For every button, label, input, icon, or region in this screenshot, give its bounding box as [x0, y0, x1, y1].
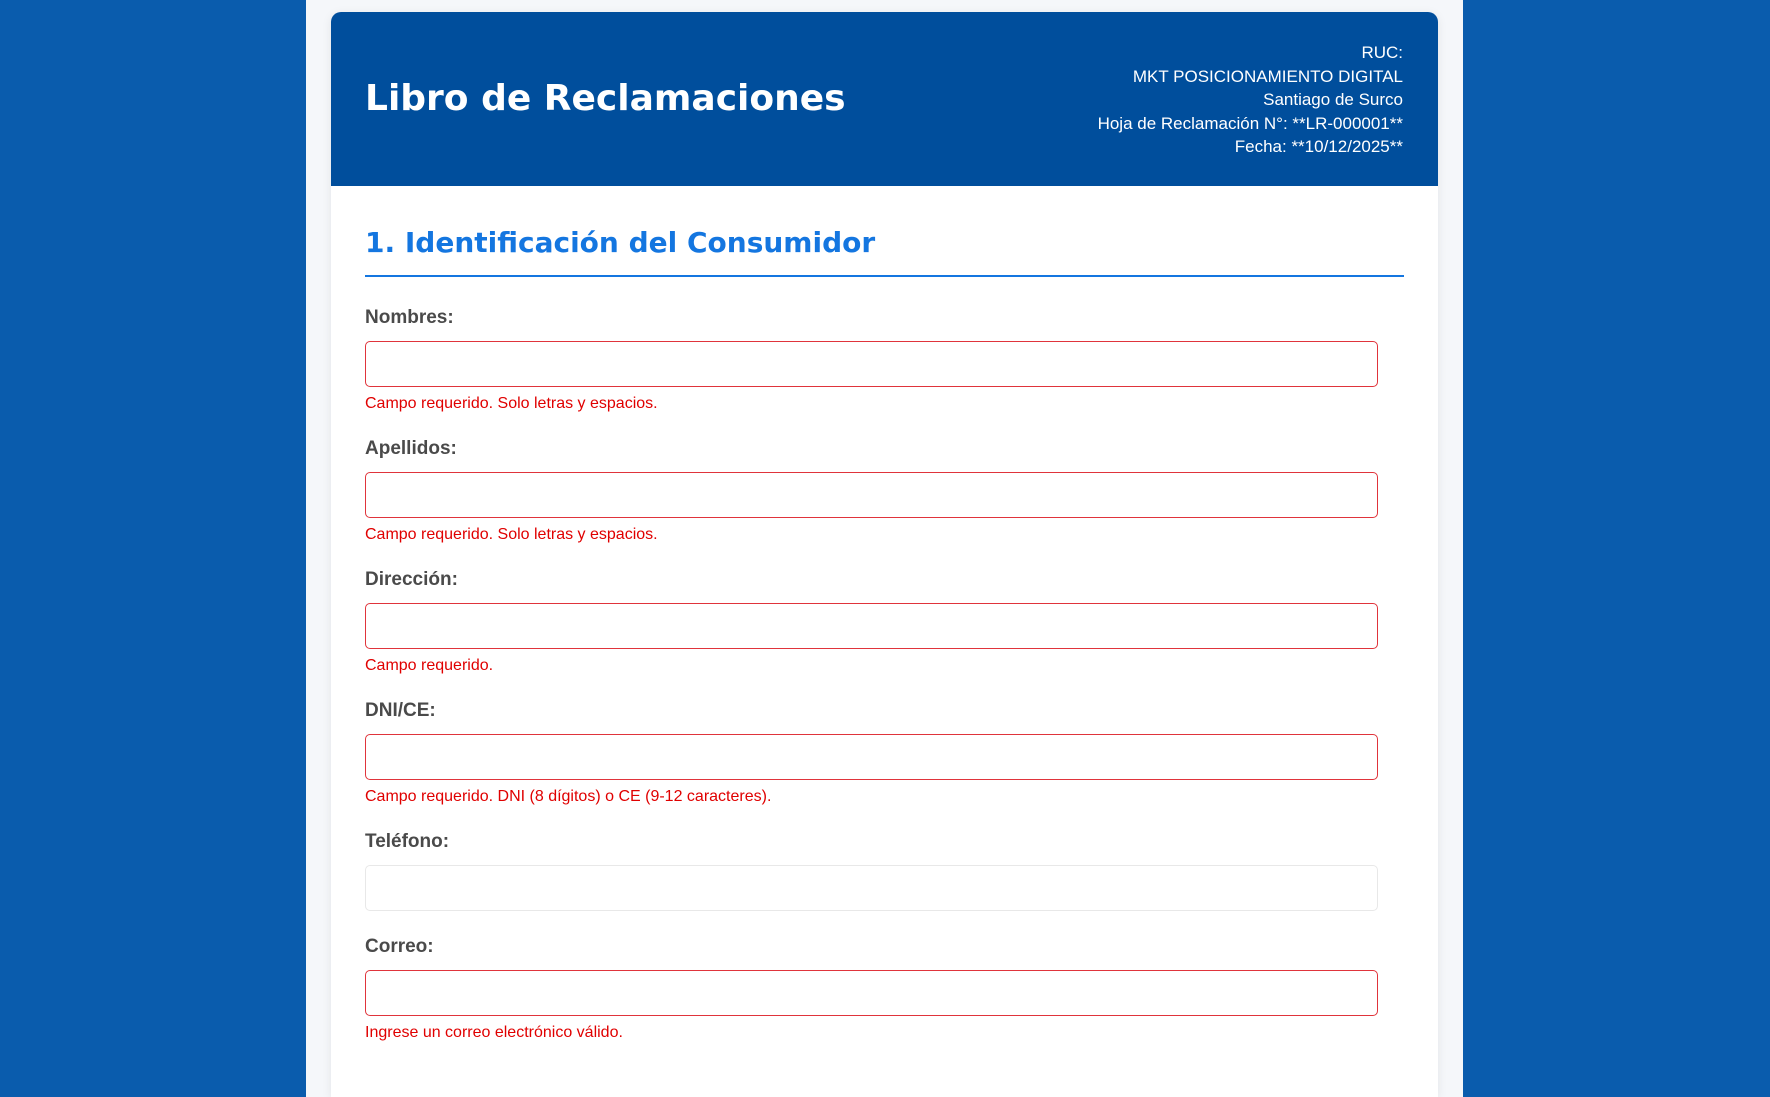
field-apellidos	[365, 438, 1404, 544]
form-header	[331, 12, 1438, 186]
page-title: Libro de Reclamaciones	[365, 78, 846, 119]
section-title: 1. Identificación del Consumidor	[365, 226, 1404, 277]
field-nombres	[365, 307, 1404, 413]
apellidos-input[interactable]	[365, 472, 1378, 518]
correo-input[interactable]	[365, 970, 1378, 1016]
telefono-input[interactable]	[365, 865, 1378, 911]
nombres-error: Campo requerido. Solo letras y espacios.	[365, 394, 658, 412]
field-correo	[365, 936, 1404, 1042]
nombres-label: Nombres:	[365, 306, 454, 328]
dni-ce-input[interactable]	[365, 734, 1378, 780]
ruc-label: RUC:	[1361, 43, 1403, 62]
form-date: Fecha: **10/12/2025**	[1234, 137, 1403, 156]
apellidos-error: Campo requerido. Solo letras y espacios.	[365, 525, 658, 543]
sheet-number: Hoja de Reclamación N°: **LR-000001**	[1097, 113, 1403, 133]
direccion-error: Campo requerido.	[365, 656, 494, 674]
correo-label: Correo:	[365, 935, 434, 957]
direccion-input[interactable]	[365, 603, 1378, 649]
company-name: MKT POSICIONAMIENTO DIGITAL	[1132, 66, 1403, 86]
telefono-label: Teléfono:	[365, 830, 450, 852]
correo-error: Ingrese un correo electrónico válido.	[365, 1023, 623, 1041]
nombres-input[interactable]	[365, 341, 1378, 387]
company-district: Santiago de Surco	[1263, 90, 1403, 109]
field-dni-ce	[365, 700, 1404, 806]
field-direccion	[365, 569, 1404, 675]
page-container	[306, 0, 1463, 1097]
dni-ce-error: Campo requerido. DNI (8 dígitos) o CE (9-12 caracteres).	[365, 787, 772, 805]
field-telefono	[365, 831, 1404, 911]
apellidos-label: Apellidos:	[365, 437, 457, 459]
consumer-identification-section	[331, 186, 1438, 1042]
direccion-label: Dirección:	[365, 568, 458, 590]
dni-ce-label: DNI/CE:	[365, 699, 436, 721]
complaint-form-card	[331, 12, 1438, 1097]
company-info	[1098, 41, 1403, 159]
